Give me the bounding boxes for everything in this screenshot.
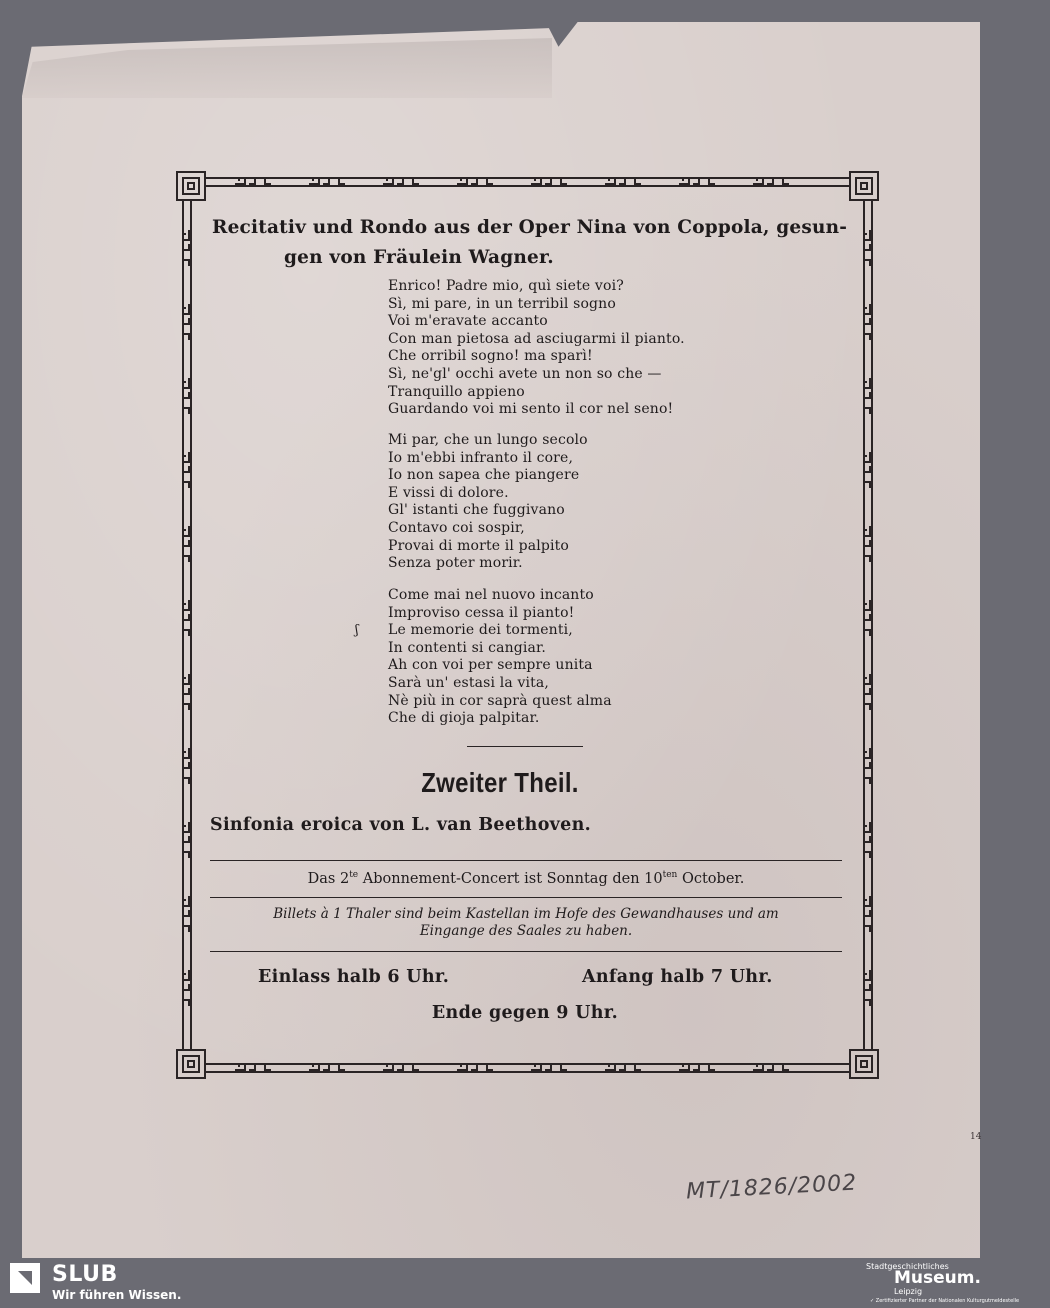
verse-line: Con man pietosa ad asciugarmi il pianto.	[388, 330, 685, 347]
verse-line: Sarà un' estasi la vita,	[388, 674, 549, 691]
slub-logo-icon[interactable]	[10, 1263, 40, 1293]
concert-text-mid: Abonnement-Concert ist Sonntag den 10	[358, 870, 663, 887]
verse-line: Io m'ebbi infranto il core,	[388, 449, 574, 466]
verse-line: Provai di morte il palpito	[388, 537, 569, 554]
verse-line: Sì, mi pare, in un terribil sogno	[388, 295, 616, 312]
verse-line: Senza poter morir.	[388, 555, 523, 572]
recitativ-heading	[212, 213, 852, 273]
verse-line: Che orribil sogno! ma sparì!	[388, 348, 593, 365]
verse-line: Mi par, che un lungo secolo	[388, 432, 588, 448]
section-divider	[467, 746, 583, 747]
verse-line: Guardando voi mi sento il cor nel seno!	[388, 401, 674, 418]
admission-time: Einlass halb 6 Uhr.	[258, 967, 450, 987]
margin-mark: ʃ	[355, 623, 359, 638]
museum-name[interactable]: Museum.	[894, 1268, 981, 1288]
archive-pencil-note: MT/1826/2002	[685, 1170, 858, 1205]
rule-middle	[210, 897, 842, 898]
verse-line: E vissi di dolore.	[388, 484, 509, 501]
concert-text-post: October.	[677, 870, 745, 887]
verse-line: Contavo coi sospir,	[388, 519, 525, 536]
concert-sup-2: ten	[662, 870, 678, 880]
slub-tagline: Wir führen Wissen.	[52, 1288, 182, 1302]
rule-bottom	[210, 951, 842, 952]
verse-line: Io non sapea che piangere	[388, 467, 580, 484]
verse-line: Nè più in cor saprà quest alma	[388, 692, 612, 709]
verse-line: Che di gioja palpitar.	[388, 710, 540, 727]
concert-sup-1: te	[349, 870, 359, 880]
museum-label-top: Stadtgeschichtliches	[866, 1262, 949, 1271]
verse-line: Ah con voi per sempre unita	[388, 657, 593, 674]
stanza-2	[388, 432, 588, 573]
concert-text-pre: Das 2	[307, 870, 350, 887]
end-time: Ende gegen 9 Uhr.	[431, 1003, 619, 1023]
rule-top	[210, 860, 842, 861]
start-time: Anfang halb 7 Uhr.	[582, 967, 773, 987]
verse-line: Gl' istanti che fuggivano	[388, 502, 565, 519]
verse-line: Come mai nel nuovo incanto	[388, 587, 594, 603]
heading-line-1: Recitativ und Rondo aus der Oper Nina von Coppola, gesun-	[212, 217, 848, 238]
museum-certification: ✓ Zertifizierter Partner der Nationalen Kulturgutmeldestelle	[870, 1298, 1020, 1304]
stanza-3	[388, 587, 612, 728]
verse-line: Sì, ne'gl' occhi avete un non so che —	[388, 365, 662, 382]
ticket-line-2: Eingange des Saales zu haben.	[419, 923, 633, 939]
verse-line: Le memorie dei tormenti,	[388, 622, 573, 639]
stanza-1	[388, 278, 685, 419]
ticket-notice	[210, 906, 842, 940]
ticket-line-1: Billets à 1 Thaler sind beim Kastellan im Hofe des Gewandhauses und am	[273, 906, 779, 922]
next-concert-notice	[210, 870, 842, 887]
slub-name[interactable]: SLUB	[52, 1262, 118, 1287]
verse-line: In contenti si cangiar.	[388, 639, 546, 656]
part-title: Zweiter Theil.	[421, 767, 579, 799]
verse-line: Enrico! Padre mio, quì siete voi?	[388, 278, 624, 294]
verse-line: Improviso cessa il pianto!	[388, 604, 575, 621]
corner-mark: 14	[970, 1132, 982, 1142]
verse-line: Voi m'eravate accanto	[388, 313, 548, 330]
heading-line-2: gen von Fräulein Wagner.	[284, 247, 554, 268]
museum-city: Leipzig	[894, 1287, 923, 1296]
symphony-line: Sinfonia eroica von L. van Beethoven.	[210, 815, 592, 835]
verse-line: Tranquillo appieno	[388, 383, 525, 400]
